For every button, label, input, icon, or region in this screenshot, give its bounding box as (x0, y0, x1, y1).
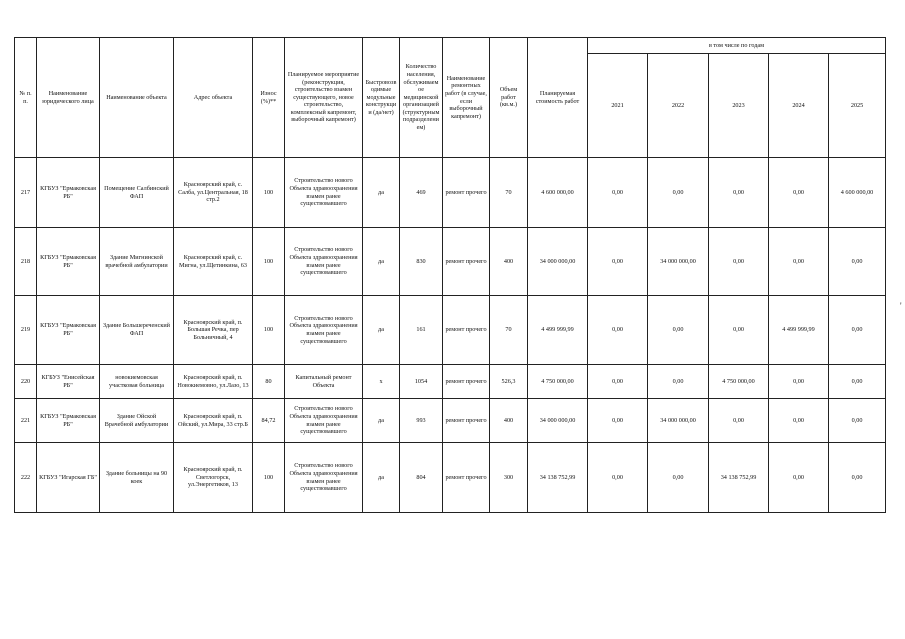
row-activity: Строительство нового Объекта здравоохранения взамен ранее существовавшего (285, 443, 363, 513)
row-population: 161 (400, 296, 443, 365)
row-population: 993 (400, 399, 443, 443)
col-org-header: Наименование юридического лица (37, 38, 100, 158)
row-2023: 0,00 (709, 228, 769, 296)
row-population: 804 (400, 443, 443, 513)
table-body (15, 158, 886, 513)
table-row (15, 228, 886, 296)
row-wear: 100 (253, 228, 285, 296)
row-num: 220 (15, 365, 37, 399)
row-works: ремонт прочего (443, 228, 490, 296)
year-2025-header: 2025 (829, 54, 886, 158)
row-address: Красноярский край, п. Ойский, ул.Мира, 33 стр.Б (174, 399, 253, 443)
row-activity: Строительство нового Объекта здравоохранения взамен ранее существовавшего (285, 296, 363, 365)
row-2022: 0,00 (648, 443, 709, 513)
row-wear: 84,72 (253, 399, 285, 443)
table-row (15, 443, 886, 513)
year-2021-header: 2021 (588, 54, 648, 158)
row-population: 830 (400, 228, 443, 296)
row-org: КГБУЗ "Ермаковская РБ" (37, 399, 100, 443)
year-2022-header: 2022 (648, 54, 709, 158)
row-wear: 80 (253, 365, 285, 399)
row-modular: да (363, 399, 400, 443)
row-2021: 0,00 (588, 296, 648, 365)
row-org: КГБУЗ "Ермаковская РБ" (37, 228, 100, 296)
row-activity: Капитальный ремонт Объекта (285, 365, 363, 399)
col-num-header: № п. п. (15, 38, 37, 158)
row-2025: 0,00 (829, 228, 886, 296)
row-works: ремонт прочего (443, 158, 490, 228)
investment-table (14, 37, 886, 513)
year-2023-header: 2023 (709, 54, 769, 158)
row-2022: 34 000 000,00 (648, 228, 709, 296)
row-activity: Строительство нового Объекта здравоохранения взамен ранее существовавшего (285, 399, 363, 443)
row-2025: 0,00 (829, 399, 886, 443)
row-2025: 0,00 (829, 296, 886, 365)
col-activity-header: Планируемое мероприятие (реконструкция, строительство взамен существующего, новое строительство, комплексный капремонт, выборочный капремонт) (285, 38, 363, 158)
row-modular: да (363, 296, 400, 365)
row-works: ремонт прочего (443, 365, 490, 399)
row-2023: 34 138 752,99 (709, 443, 769, 513)
row-cost: 34 138 752,99 (528, 443, 588, 513)
row-2021: 0,00 (588, 399, 648, 443)
col-address-header: Адрес объекта (174, 38, 253, 158)
table-row (15, 365, 886, 399)
row-2021: 0,00 (588, 365, 648, 399)
row-2024: 4 499 999,99 (769, 296, 829, 365)
col-object-header: Наименование объекта (100, 38, 174, 158)
row-population: 1054 (400, 365, 443, 399)
row-modular: да (363, 228, 400, 296)
row-address: Красноярский край, п. Светлогорск, ул.Энергетиков, 13 (174, 443, 253, 513)
row-works: ремонт прочего (443, 399, 490, 443)
row-works: ремонт прочего (443, 443, 490, 513)
row-modular: да (363, 158, 400, 228)
years-group-header: в том числе по годам (588, 38, 886, 54)
row-2024: 0,00 (769, 365, 829, 399)
row-2022: 34 000 000,00 (648, 399, 709, 443)
col-wear-header: Износ (%)** (253, 38, 285, 158)
row-address: Красноярский край, с. Салба, ул.Центральная, 18 стр.2 (174, 158, 253, 228)
row-modular: да (363, 443, 400, 513)
row-2022: 0,00 (648, 158, 709, 228)
row-num: 219 (15, 296, 37, 365)
row-cost: 34 000 000,00 (528, 399, 588, 443)
row-2025: 0,00 (829, 443, 886, 513)
table-header (15, 38, 886, 158)
row-wear: 100 (253, 158, 285, 228)
row-cost: 4 750 000,00 (528, 365, 588, 399)
row-cost: 4 600 000,00 (528, 158, 588, 228)
row-wear: 100 (253, 296, 285, 365)
row-volume: 400 (490, 228, 528, 296)
row-2023: 4 750 000,00 (709, 365, 769, 399)
row-num: 222 (15, 443, 37, 513)
row-works: ремонт прочего (443, 296, 490, 365)
col-volume-header: Объем работ (кв.м.) (490, 38, 528, 158)
table-row (15, 158, 886, 228)
row-volume: 300 (490, 443, 528, 513)
row-2025: 0,00 (829, 365, 886, 399)
row-org: КГБУЗ "Игарская ГБ" (37, 443, 100, 513)
table-row (15, 399, 886, 443)
row-2023: 0,00 (709, 296, 769, 365)
row-address: Красноярский край, п. Большая Речка, пер Больничный, 4 (174, 296, 253, 365)
row-volume: 526,3 (490, 365, 528, 399)
row-volume: 400 (490, 399, 528, 443)
row-activity: Строительство нового Объекта здравоохранения взамен ранее существовавшего (285, 158, 363, 228)
row-cost: 4 499 999,99 (528, 296, 588, 365)
row-2024: 0,00 (769, 158, 829, 228)
col-modular-header: Быстровозводимые модульные конструкции (да/нет) (363, 38, 400, 158)
row-modular: х (363, 365, 400, 399)
row-volume: 70 (490, 296, 528, 365)
row-num: 218 (15, 228, 37, 296)
row-2021: 0,00 (588, 443, 648, 513)
row-population: 469 (400, 158, 443, 228)
row-num: 217 (15, 158, 37, 228)
row-2024: 0,00 (769, 228, 829, 296)
col-works-header: Наименование ремонтных работ (в случае, если выборочный капремонт) (443, 38, 490, 158)
row-wear: 100 (253, 443, 285, 513)
row-2021: 0,00 (588, 158, 648, 228)
row-2024: 0,00 (769, 399, 829, 443)
row-address: Красноярский край, п. Новокиемовно, ул.Лазо, 13 (174, 365, 253, 399)
row-org: КГБУЗ "Ермаковская РБ" (37, 296, 100, 365)
row-2023: 0,00 (709, 158, 769, 228)
row-2025: 4 600 000,00 (829, 158, 886, 228)
row-2021: 0,00 (588, 228, 648, 296)
row-object: новокиемовская участковая больница (100, 365, 174, 399)
row-2022: 0,00 (648, 296, 709, 365)
row-volume: 70 (490, 158, 528, 228)
row-2023: 0,00 (709, 399, 769, 443)
col-population-header: Количество населения, обслуживаемое медицинской организацией (структурным подразделением) (400, 38, 443, 158)
row-address: Красноярский край, с. Мигна, ул.Щетинкина, 63 (174, 228, 253, 296)
col-cost-header: Планируемая стоимость работ (528, 38, 588, 158)
row-object: Помещение Салбинский ФАП (100, 158, 174, 228)
row-object: Здание Большереченский ФАП (100, 296, 174, 365)
row-org: КГБУЗ "Енисейская РБ" (37, 365, 100, 399)
row-2022: 0,00 (648, 365, 709, 399)
row-2024: 0,00 (769, 443, 829, 513)
row-object: Здание Мигнинской врачебной амбулатории (100, 228, 174, 296)
margin-mark: ' (900, 301, 902, 311)
row-cost: 34 000 000,00 (528, 228, 588, 296)
table-row (15, 296, 886, 365)
row-object: Здание Ойской Врачебной амбулатории (100, 399, 174, 443)
year-2024-header: 2024 (769, 54, 829, 158)
row-activity: Строительство нового Объекта здравоохранения взамен ранее существовавшего (285, 228, 363, 296)
row-object: Здание больницы на 90 коек (100, 443, 174, 513)
row-org: КГБУЗ "Ермаковская РБ" (37, 158, 100, 228)
row-num: 221 (15, 399, 37, 443)
